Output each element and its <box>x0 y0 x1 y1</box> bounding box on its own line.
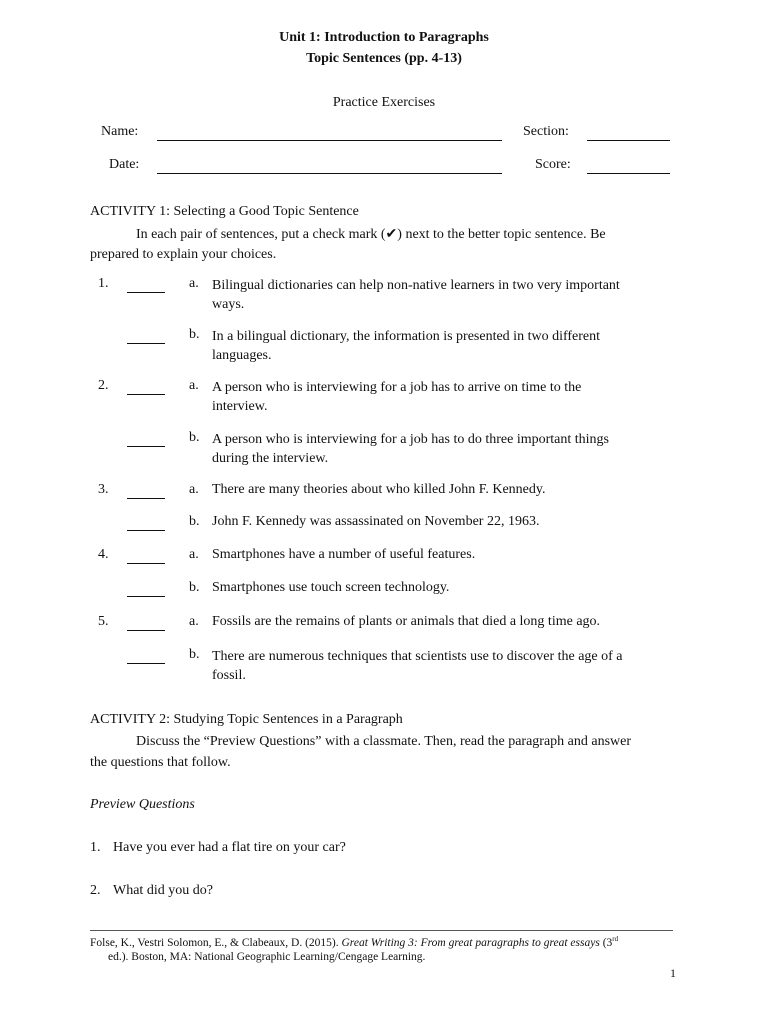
item1a-letter: a. <box>189 276 199 291</box>
name-field[interactable] <box>157 140 502 141</box>
item3b-answer-blank[interactable] <box>127 530 165 531</box>
name-label: Name: <box>101 124 139 139</box>
section-field[interactable] <box>587 140 670 141</box>
question1-number: 1. <box>90 840 101 855</box>
page-number: 1 <box>670 966 676 980</box>
item3b-text-line1: John F. Kennedy was assassinated on November 22, 1963. <box>212 514 540 529</box>
activity1-instructions-line1: In each pair of sentences, put a check mark (✔) next to the better topic sentence. Be <box>136 227 606 242</box>
item4a-letter: a. <box>189 547 199 562</box>
item2b-letter: b. <box>189 430 200 445</box>
item1b-text-line2: languages. <box>212 348 272 363</box>
item1a-answer-blank[interactable] <box>127 292 165 293</box>
preview-questions-heading: Preview Questions <box>90 797 195 812</box>
item5b-text-line2: fossil. <box>212 668 246 683</box>
activity2-heading: ACTIVITY 2: Studying Topic Sentences in a Paragraph <box>90 712 403 727</box>
item1b-letter: b. <box>189 327 200 342</box>
item1b-text-line1: In a bilingual dictionary, the information is presented in two different <box>212 329 601 344</box>
item2b-answer-blank[interactable] <box>127 446 165 447</box>
citation-authors: Folse, K., Vestri Solomon, E., & Clabeaux, D. (2015). <box>90 936 342 949</box>
item5b-letter: b. <box>189 647 200 662</box>
question1-text: Have you ever had a flat tire on your car? <box>113 840 346 855</box>
citation-title: Great Writing 3: From great paragraphs to great essays <box>341 936 600 949</box>
item1b-answer-blank[interactable] <box>127 343 165 344</box>
activity2-instructions-line2: the questions that follow. <box>90 755 231 770</box>
score-field[interactable] <box>587 173 670 174</box>
item5b-text-line1: There are numerous techniques that scientists use to discover the age of a <box>212 649 623 664</box>
item4a-text-line1: Smartphones have a number of useful features. <box>212 547 476 562</box>
item2a-text-line2: interview. <box>212 399 268 414</box>
item5-number: 5. <box>98 614 109 629</box>
citation-edition-sup: rd <box>612 935 619 943</box>
citation-line1 <box>90 935 618 949</box>
item5a-letter: a. <box>189 614 199 629</box>
item1a-text-line1: Bilingual dictionaries can help non-native learners in two very important <box>212 278 620 293</box>
question2-text: What did you do? <box>113 883 213 898</box>
item4-number: 4. <box>98 547 109 562</box>
question2-number: 2. <box>90 883 101 898</box>
date-label: Date: <box>109 157 140 172</box>
item3a-letter: a. <box>189 482 199 497</box>
citation-line2: ed.). Boston, MA: National Geographic Learning/Cengage Learning. <box>108 951 426 963</box>
item3a-answer-blank[interactable] <box>127 498 165 499</box>
item3-number: 3. <box>98 482 109 497</box>
score-label: Score: <box>535 157 571 172</box>
item2a-letter: a. <box>189 378 199 393</box>
item5a-answer-blank[interactable] <box>127 630 165 631</box>
item4a-answer-blank[interactable] <box>127 563 165 564</box>
section-label: Section: <box>523 124 569 139</box>
item4b-text-line1: Smartphones use touch screen technology. <box>212 580 450 595</box>
item5a-text-line1: Fossils are the remains of plants or animals that died a long time ago. <box>212 614 601 629</box>
date-field[interactable] <box>157 173 502 174</box>
section-heading: Practice Exercises <box>332 95 436 110</box>
citation-edition: (3 <box>599 936 613 949</box>
item2b-text-line1: A person who is interviewing for a job has to do three important things <box>212 432 609 447</box>
page-subtitle: Topic Sentences (pp. 4-13) <box>306 51 462 66</box>
item1a-text-line2: ways. <box>212 297 245 312</box>
activity1-instructions-line2: prepared to explain your choices. <box>90 247 277 262</box>
item1-number: 1. <box>98 276 109 291</box>
item2-number: 2. <box>98 378 109 393</box>
item2a-answer-blank[interactable] <box>127 394 165 395</box>
activity1-heading: ACTIVITY 1: Selecting a Good Topic Sentence <box>90 204 359 219</box>
item3b-letter: b. <box>189 514 200 529</box>
footnote-divider <box>90 930 673 931</box>
item2a-text-line1: A person who is interviewing for a job has to arrive on time to the <box>212 380 582 395</box>
item3a-text-line1: There are many theories about who killed John F. Kennedy. <box>212 482 546 497</box>
activity2-instructions-line1: Discuss the “Preview Questions” with a classmate. Then, read the paragraph and answer <box>136 734 632 749</box>
item2b-text-line2: during the interview. <box>212 451 329 466</box>
item4b-answer-blank[interactable] <box>127 596 165 597</box>
item4b-letter: b. <box>189 580 200 595</box>
page-title: Unit 1: Introduction to Paragraphs <box>279 30 489 45</box>
item5b-answer-blank[interactable] <box>127 663 165 664</box>
